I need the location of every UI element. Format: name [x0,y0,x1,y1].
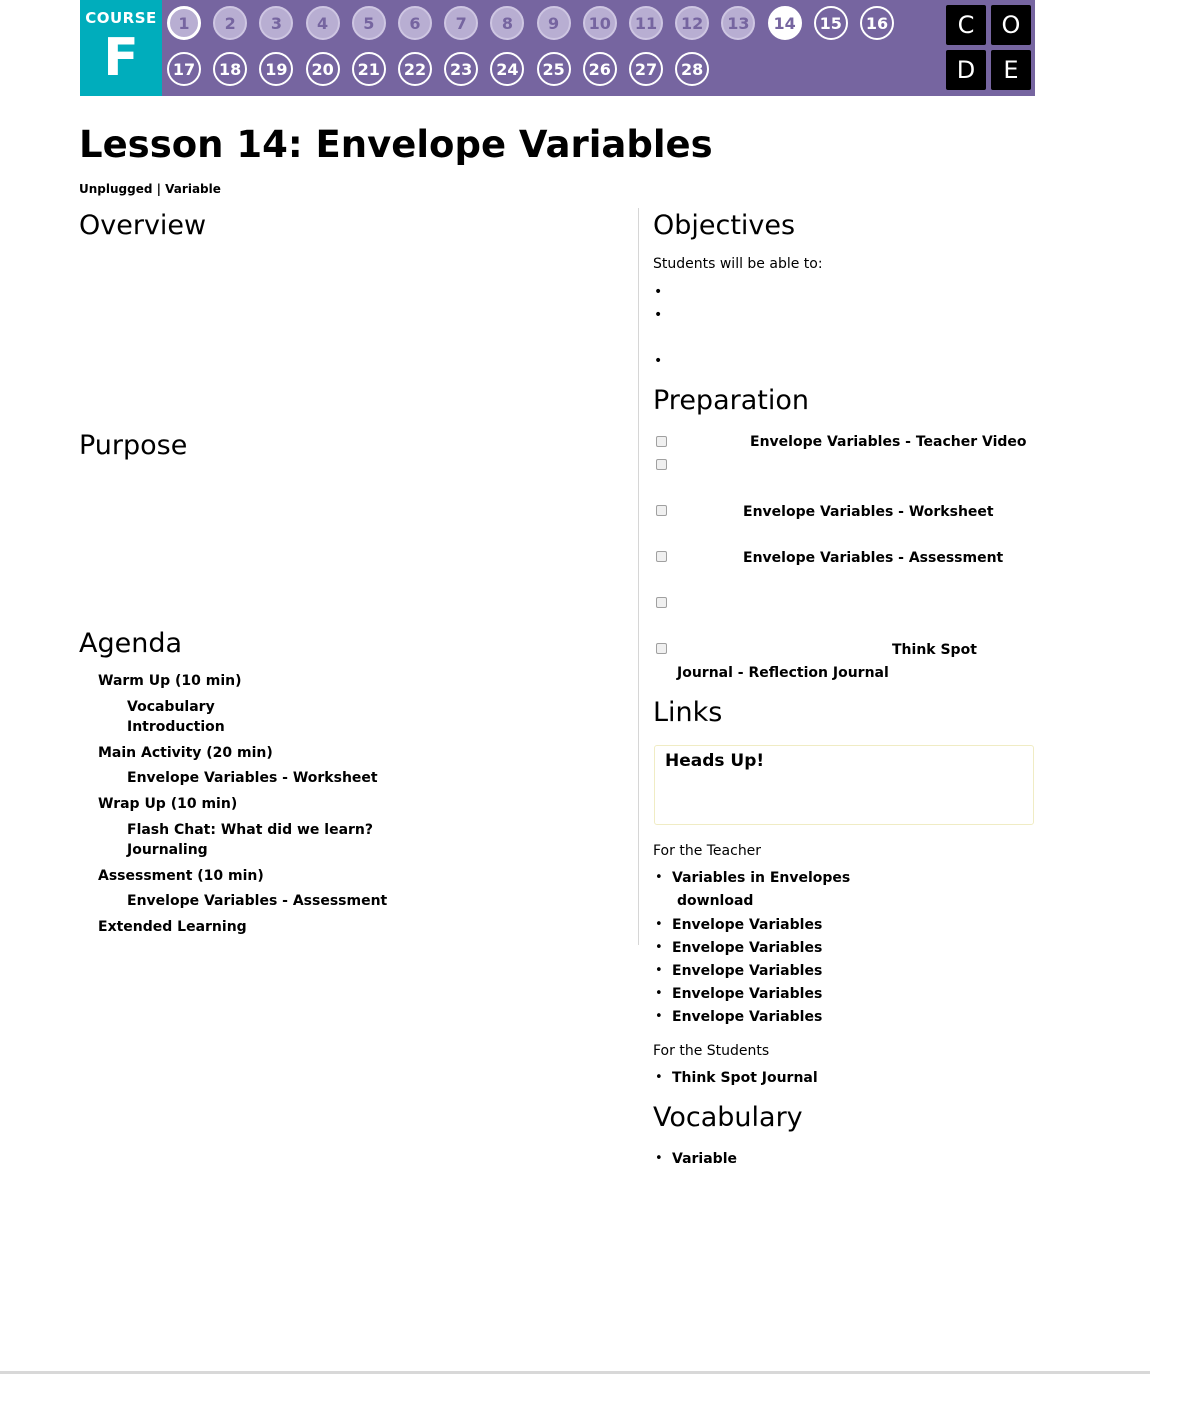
prep-worksheet[interactable]: Envelope Variables - Worksheet [743,504,994,520]
lesson-bubble-19[interactable]: 19 [259,52,293,86]
agenda-wrap-up[interactable]: Wrap Up (10 min) [98,796,238,812]
objectives-heading: Objectives [653,210,796,241]
code-logo-e[interactable]: E [991,50,1031,90]
heads-up-title: Heads Up! [665,751,765,771]
list-bullet: • [655,986,663,1001]
list-bullet: • [655,940,663,955]
lesson-bubble-13[interactable]: 13 [721,6,755,40]
agenda-main-activity[interactable]: Main Activity (20 min) [98,745,273,761]
lesson-bubble-3[interactable]: 3 [259,6,293,40]
prep-think-spot[interactable]: Think Spot [892,642,977,658]
agenda-journaling[interactable]: Journaling [127,842,208,858]
lesson-bubble-15[interactable]: 15 [814,6,848,40]
teacher-link-envelope-variables[interactable]: Envelope Variables [672,1009,823,1025]
lesson-bubble-23[interactable]: 23 [444,52,478,86]
course-letter: F [103,28,139,88]
prep-reflection-journal[interactable]: Journal - Reflection Journal [677,665,889,681]
agenda-worksheet[interactable]: Envelope Variables - Worksheet [127,770,378,786]
vocabulary-variable[interactable]: Variable [672,1151,737,1167]
prep-assessment[interactable]: Envelope Variables - Assessment [743,550,1004,566]
code-logo-o[interactable]: O [991,5,1031,45]
teacher-link-download[interactable]: download [677,893,754,909]
heads-up-box [654,745,1034,825]
lesson-bubble-2[interactable]: 2 [213,6,247,40]
course-label: COURSE [85,9,157,27]
vocabulary-heading: Vocabulary [653,1102,803,1133]
lesson-bubble-5[interactable]: 5 [352,6,386,40]
lesson-bubble-11[interactable]: 11 [629,6,663,40]
lesson-bubble-10[interactable]: 10 [583,6,617,40]
list-bullet: • [655,1070,663,1085]
lesson-bubble-25[interactable]: 25 [537,52,571,86]
lesson-bubble-26[interactable]: 26 [583,52,617,86]
code-logo-c[interactable]: C [946,5,986,45]
preparation-checkbox[interactable] [656,459,667,470]
lesson-bubble-28[interactable]: 28 [675,52,709,86]
lesson-tags: Unplugged | Variable [79,182,221,196]
agenda-warm-up[interactable]: Warm Up (10 min) [98,673,242,689]
teacher-link-envelope-variables[interactable]: Envelope Variables [672,940,823,956]
lesson-bubble-6[interactable]: 6 [398,6,432,40]
agenda-flash-chat[interactable]: Flash Chat: What did we learn? [127,822,374,838]
lesson-title: Lesson 14: Envelope Variables [79,123,713,166]
lesson-bubble-9[interactable]: 9 [537,6,571,40]
lesson-bubble-14[interactable]: 14 [768,6,802,40]
lesson-bubble-18[interactable]: 18 [213,52,247,86]
list-bullet: • [655,963,663,978]
lesson-bubble-4[interactable]: 4 [306,6,340,40]
column-divider [638,208,639,945]
list-bullet: • [655,1009,663,1024]
lesson-bubble-12[interactable]: 12 [675,6,709,40]
agenda-assessment-item[interactable]: Envelope Variables - Assessment [127,893,388,909]
overview-heading: Overview [79,210,207,241]
purpose-heading: Purpose [79,430,188,461]
lesson-bubble-8[interactable]: 8 [490,6,524,40]
preparation-checkbox[interactable] [656,505,667,516]
links-heading: Links [653,697,723,728]
lesson-bubble-1[interactable]: 1 [167,6,201,40]
agenda-vocabulary[interactable]: Vocabulary [127,699,215,715]
lesson-bubble-27[interactable]: 27 [629,52,663,86]
student-link-think-spot-journal[interactable]: Think Spot Journal [672,1070,818,1086]
list-bullet: • [655,917,663,932]
lesson-bubble-22[interactable]: 22 [398,52,432,86]
lesson-bubble-16[interactable]: 16 [860,6,894,40]
for-students-label: For the Students [653,1043,770,1059]
lesson-bubble-17[interactable]: 17 [167,52,201,86]
teacher-link-envelope-variables[interactable]: Envelope Variables [672,917,823,933]
preparation-checkbox[interactable] [656,436,667,447]
objectives-intro: Students will be able to: [653,256,823,272]
agenda-introduction[interactable]: Introduction [127,719,225,735]
lesson-bubble-7[interactable]: 7 [444,6,478,40]
agenda-heading: Agenda [79,628,183,659]
agenda-assessment[interactable]: Assessment (10 min) [98,868,264,884]
for-teacher-label: For the Teacher [653,843,762,859]
agenda-extended-learning[interactable]: Extended Learning [98,919,247,935]
course-badge[interactable] [80,0,162,96]
teacher-link-variables-in-envelopes[interactable]: Variables in Envelopes [672,870,851,886]
preparation-checkbox[interactable] [656,551,667,562]
code-logo-d[interactable]: D [946,50,986,90]
footer-divider [0,1371,1150,1374]
list-bullet: • [655,870,663,885]
teacher-link-envelope-variables[interactable]: Envelope Variables [672,986,823,1002]
preparation-checkbox[interactable] [656,597,667,608]
lesson-bubble-21[interactable]: 21 [352,52,386,86]
lesson-bubble-24[interactable]: 24 [490,52,524,86]
preparation-checkbox[interactable] [656,643,667,654]
course-header [80,0,1035,96]
preparation-heading: Preparation [653,385,809,416]
list-bullet: • [655,1151,663,1166]
teacher-link-envelope-variables[interactable]: Envelope Variables [672,963,823,979]
prep-teacher-video[interactable]: Envelope Variables - Teacher Video [750,434,1027,450]
lesson-bubble-20[interactable]: 20 [306,52,340,86]
